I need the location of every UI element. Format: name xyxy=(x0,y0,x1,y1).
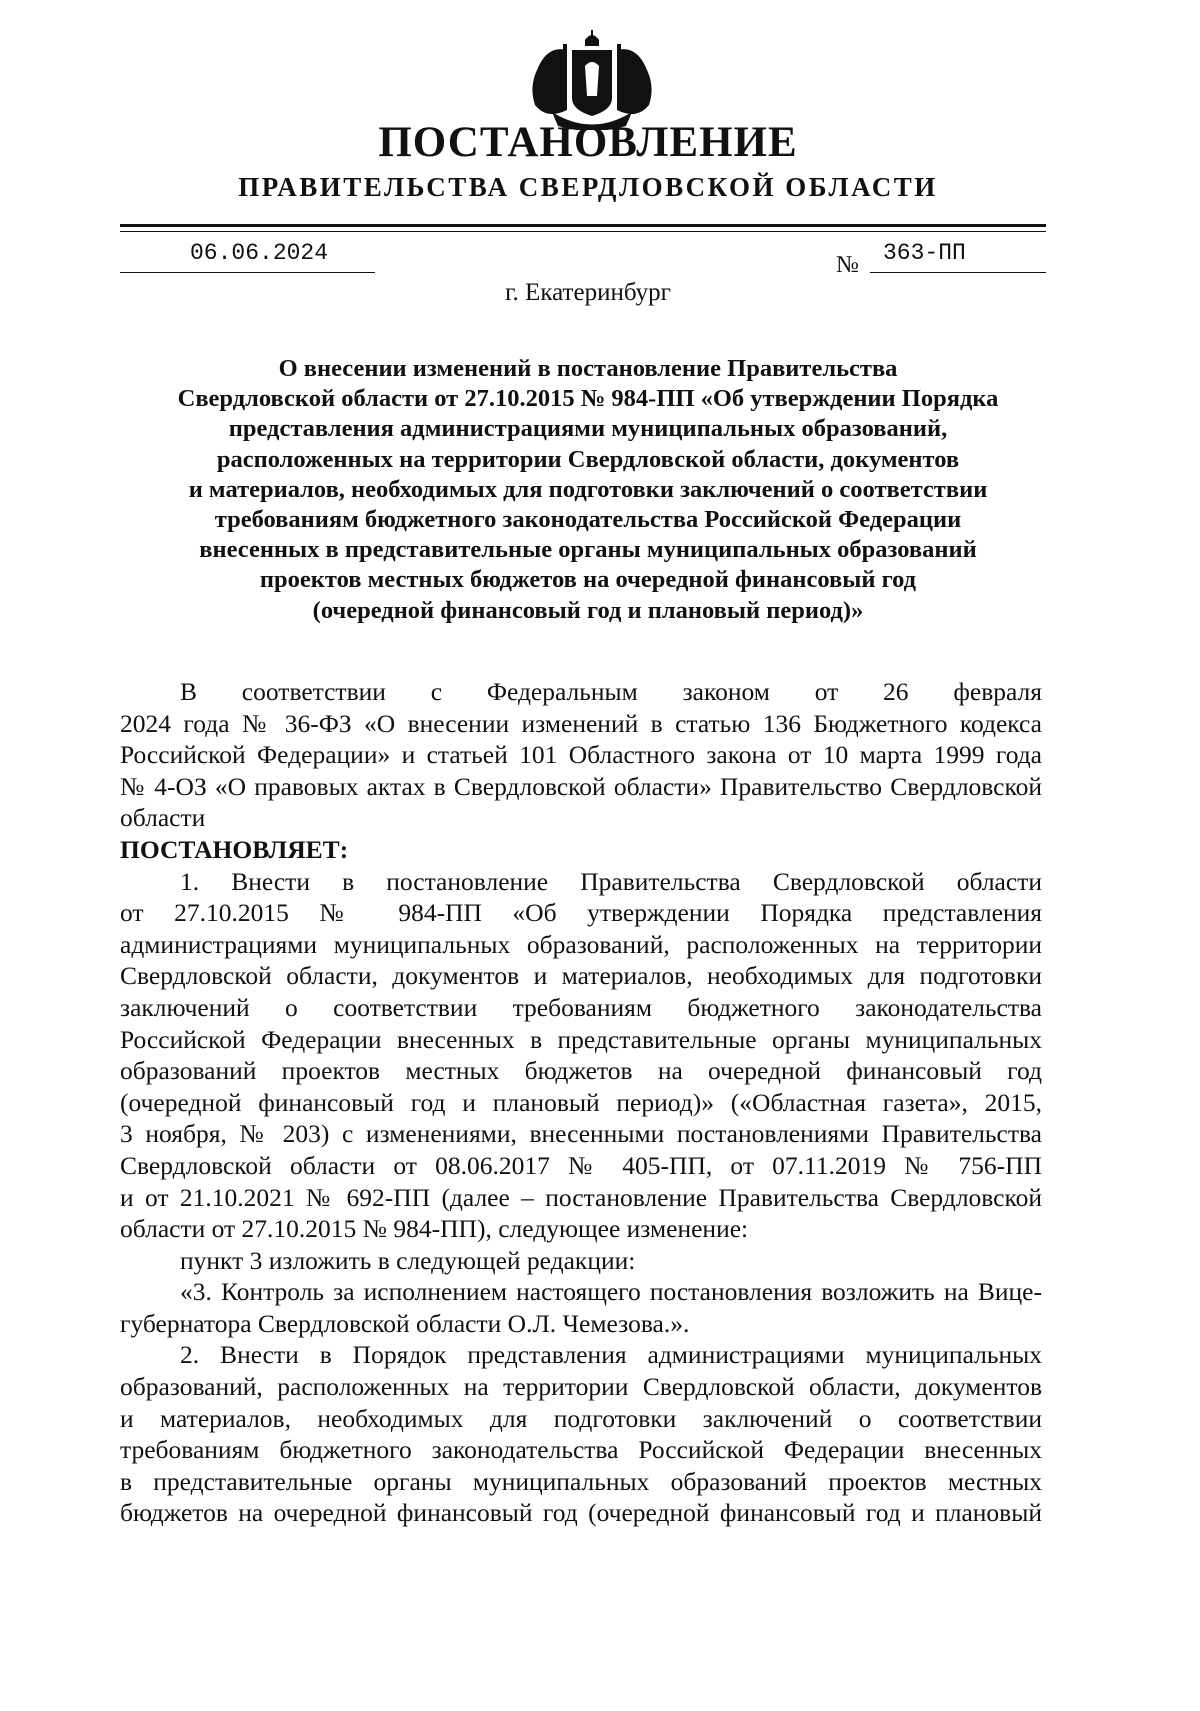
header-divider-thick xyxy=(120,224,1046,227)
title-line: проектов местных бюджетов на очередной финансовый год xyxy=(259,566,917,594)
number-underline xyxy=(870,272,1046,273)
body-line: 2. Внести в Порядок представления администрациями муниципальных xyxy=(180,1340,1042,1370)
title-line: О внесении изменений в постановление Правительства xyxy=(278,355,898,382)
title-line: и материалов, необходимых для подготовки заключений о соответствии xyxy=(188,475,988,503)
body-line: № 4-ОЗ «О правовых актах в Свердловской области» Правительство Свердловской xyxy=(120,771,1042,801)
body-line: Российской Федерации внесенных в представительные органы муниципальных xyxy=(120,1024,1042,1054)
date-underline xyxy=(120,272,375,273)
title-line: требованиям бюджетного законодательства Российской Федерации xyxy=(214,506,962,534)
document-body xyxy=(120,676,1042,1529)
body-line: и материалов, необходимых для подготовки заключений о соответствии xyxy=(120,1403,1042,1433)
title-line: (очередной финансовый год и плановый период)» xyxy=(312,596,864,624)
title-line: представления администрациями муниципальных образований, xyxy=(228,415,948,443)
issuer-heading: ПРАВИТЕЛЬСТВА СВЕРДЛОВСКОЙ ОБЛАСТИ xyxy=(238,172,938,202)
title-line: внесенных в представительные органы муниципальных образований xyxy=(199,536,977,564)
body-line: требованиям бюджетного законодательства Российской Федерации внесенных xyxy=(120,1435,1042,1465)
body-line: пункт 3 изложить в следующей редакции: xyxy=(180,1245,636,1275)
coat-of-arms-emblem xyxy=(527,30,657,130)
body-line: (очередной финансовый год и плановый период)» («Областная газета», 2015, xyxy=(120,1087,1042,1117)
body-line: администрациями муниципальных образований, расположенных на территории xyxy=(120,929,1042,959)
body-line: 1. Внести в постановление Правительства Свердловской области xyxy=(180,866,1042,896)
body-line: губернатора Свердловской области О.Л. Чемезова.». xyxy=(120,1308,690,1338)
number-sign: № xyxy=(836,252,859,278)
body-line: 3 ноября, № 203) с изменениями, внесенными постановлениями Правительства xyxy=(120,1119,1042,1149)
body-line: 2024 года № 36-ФЗ «О внесении изменений в статью 136 Бюджетного кодекса xyxy=(120,708,1042,738)
body-line: в представительные органы муниципальных образований проектов местных xyxy=(120,1466,1042,1496)
title-line: Свердловской области от 27.10.2015 № 984-ПП «Об утверждении Порядка xyxy=(177,385,999,413)
resolution-keyword: ПОСТАНОВЛЯЕТ: xyxy=(120,834,349,864)
body-line: Российской Федерации» и статьей 101 Областного закона от 10 марта 1999 года xyxy=(120,740,1042,770)
body-line: Свердловской области от 08.06.2017 № 405-ПП, от 07.11.2019 № 756-ПП xyxy=(120,1150,1042,1180)
body-line: образований, расположенных на территории Свердловской области, документов xyxy=(120,1372,1042,1402)
body-line: бюджетов на очередной финансовый год (очередной финансовый год и плановый xyxy=(120,1498,1042,1528)
body-line: «3. Контроль за исполнением настоящего постановления возложить на Вице- xyxy=(180,1277,1042,1307)
document-number: 363-ПП xyxy=(883,240,966,266)
body-line: В соответствии с Федеральным законом от 26 февраля xyxy=(180,677,1042,706)
body-line: заключений о соответствии требованиям бюджетного законодательства xyxy=(120,992,1042,1022)
header-divider-thin xyxy=(120,231,1046,232)
body-line: области xyxy=(120,803,206,833)
city: г. Екатеринбург xyxy=(505,279,671,306)
body-line: образований проектов местных бюджетов на очередной финансовый год xyxy=(120,1056,1042,1086)
body-line: от 27.10.2015 № 984-ПП «Об утверждении Порядка представления xyxy=(120,898,1042,928)
body-line: области от 27.10.2015 № 984-ПП), следующее изменение: xyxy=(120,1214,749,1244)
body-line: и от 21.10.2021 № 692-ПП (далее – постановление Правительства Свердловской xyxy=(120,1182,1042,1212)
document-title xyxy=(100,354,1076,626)
document-date: 06.06.2024 xyxy=(190,240,329,266)
document-type-heading: ПОСТАНОВЛЕНИЕ xyxy=(378,119,798,166)
body-line: Свердловской области, документов и материалов, необходимых для подготовки xyxy=(120,961,1042,991)
title-line: расположенных на территории Свердловской области, документов xyxy=(216,445,960,473)
